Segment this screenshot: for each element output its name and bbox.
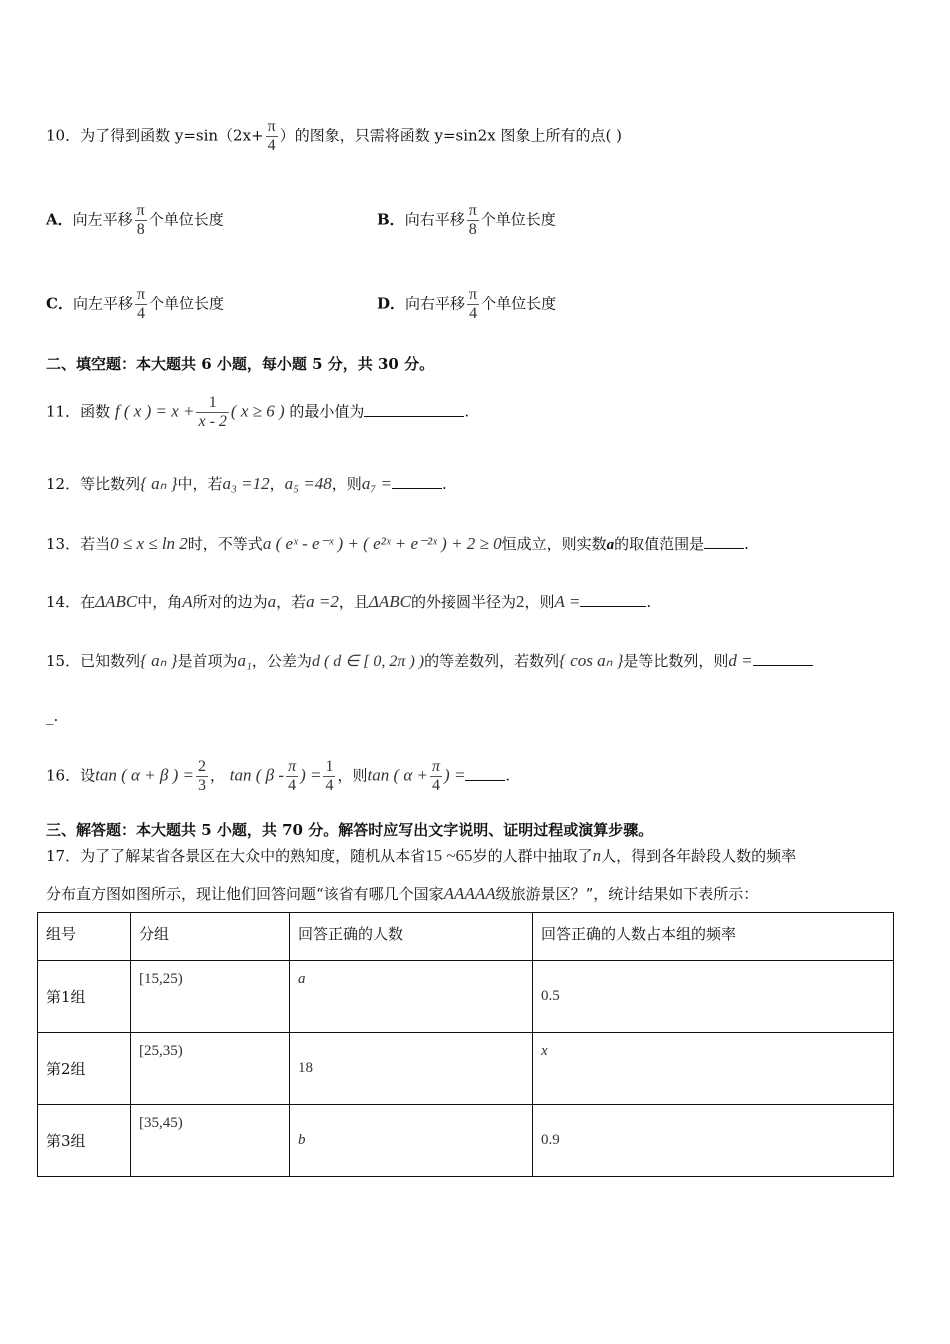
q10-option-b: B．向右平移 $\frac{\pi}{8}$ 个单位长度 (377, 202, 556, 238)
question-15: 15．已知数列{ aₙ }是首项为a₁，公差为d ( d ∈ [ 0, 2π ) )的等差数列，若数列{ cos aₙ }是等比数列，则d = (46, 651, 813, 672)
q10-text1: 为了得到函数 y=sin（2x+ (80, 126, 264, 145)
header-correct-freq: 回答正确的人数占本组的频率 (533, 913, 894, 961)
q10-option-c: C．向左平移 $\frac{\pi}{4}$ 个单位长度 (46, 286, 225, 322)
q11-function: f ( x ) = x + (114, 401, 195, 421)
q10-number: 10． (46, 126, 81, 145)
section-3-heading: 三、解答题：本大题共 5 小题，共 70 分。解答时应写出文字说明、证明过程或演算步骤。 (46, 821, 654, 839)
stats-table (37, 912, 894, 1177)
question-11: 11．函数 f ( x ) = x + $\frac{1}{x - 2}$ ( x ≥ 6 ) 的最小值为 . (46, 394, 470, 430)
table-row: 第1组 [15,25) a 0.5 (38, 961, 894, 1033)
q16-answer-blank[interactable] (465, 766, 505, 781)
question-10 (46, 118, 622, 155)
header-group: 组号 (38, 913, 131, 961)
table-row: 第3组 [35,45) b 0.9 (38, 1105, 894, 1177)
question-17-line1: 17．为了了解某省各景区在大众中的熟知度，随机从本省15 ~65岁的人群中抽取了n人，得到各年龄段人数的频率 (46, 846, 797, 865)
question-12: 12．等比数列{ aₙ }中，若a₃ =12，a₅ =48，则a₇ = . (46, 474, 447, 493)
header-correct-count: 回答正确的人数 (290, 913, 533, 961)
question-17-line2: 分布直方图如图所示，现让他们回答问题“该省有哪几个国家AAAAA级旅游景区？”，统计结果如下表所示： (46, 884, 759, 903)
question-14: 14．在ΔABC中，角A所对的边为a，若a =2，且ΔABC的外接圆半径为2，则A = . (46, 592, 652, 611)
q14-answer-blank[interactable] (580, 592, 646, 607)
table-row: 第2组 [25,35) 18 x (38, 1033, 894, 1105)
q10-text2: ）的图象，只需将函数 y=sin2x 图象上所有的点( ) (279, 126, 622, 145)
q10-fraction: $\frac{\pi}{4}$ (267, 118, 276, 154)
q11-answer-blank[interactable] (364, 402, 464, 417)
q10-option-d: D．向右平移 $\frac{\pi}{4}$ 个单位长度 (377, 286, 557, 322)
table-header-row (38, 913, 894, 961)
q15-continuation: _. (46, 707, 59, 725)
q10-option-a: A．向左平移 $\frac{\pi}{8}$ 个单位长度 (46, 202, 224, 238)
q12-answer-blank[interactable] (392, 474, 442, 489)
header-interval: 分组 (131, 913, 290, 961)
q13-answer-blank[interactable] (704, 534, 744, 549)
section-2-heading: 二、填空题：本大题共 6 小题，每小题 5 分，共 30 分。 (46, 355, 435, 373)
question-13: 13．若当0 ≤ x ≤ ln 2时，不等式a ( eˣ - e⁻ˣ ) + ( e²ˣ + e⁻²ˣ ) + 2 ≥ 0恒成立，则实数a的取值范围是 . (46, 534, 749, 553)
question-16: 16．设tan ( α + β ) = $\frac{2}{3}$ ， tan ( β - $\frac{\pi}{4}$ ) = $\frac{1}{4}$ ，则tan ( α + $\frac{\pi}{4}$ ) = . (46, 758, 511, 794)
q15-answer-blank[interactable] (753, 651, 813, 666)
